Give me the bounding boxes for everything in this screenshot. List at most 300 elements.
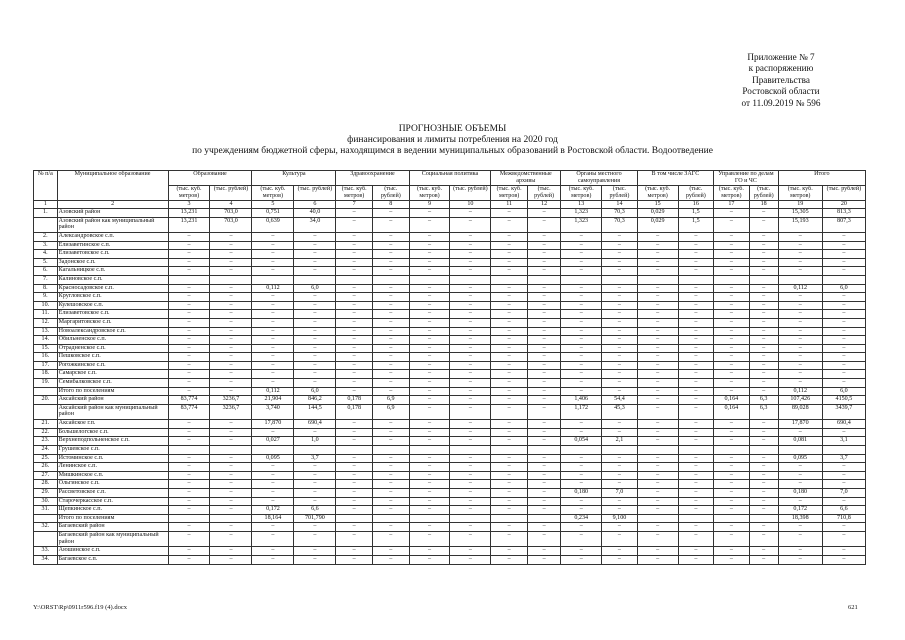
value-cell: – xyxy=(527,293,560,302)
value-cell: – xyxy=(450,454,491,463)
value-cell: – xyxy=(527,547,560,556)
value-cell: – xyxy=(822,531,865,546)
value-cell: – xyxy=(602,463,638,472)
value-cell: – xyxy=(602,506,638,515)
value-cell: – xyxy=(749,547,778,556)
row-number: 1. xyxy=(34,209,58,218)
value-cell: – xyxy=(210,471,252,480)
value-cell: – xyxy=(778,361,822,370)
value-cell: – xyxy=(678,547,714,556)
value-cell: – xyxy=(372,250,409,259)
value-cell xyxy=(749,446,778,455)
value-cell: – xyxy=(372,318,409,327)
value-cell: – xyxy=(749,344,778,353)
value-cell: – xyxy=(749,232,778,241)
unit-volume-header: (тыс. куб. метров) xyxy=(714,186,750,201)
value-cell: – xyxy=(252,327,294,336)
table-row xyxy=(34,353,866,362)
value-cell: – xyxy=(168,420,210,429)
value-cell: – xyxy=(491,217,528,232)
municipality-name: Ленинское с.п. xyxy=(57,463,168,472)
value-cell xyxy=(714,446,750,455)
value-cell: – xyxy=(372,310,409,319)
value-cell: – xyxy=(491,301,528,310)
value-cell: – xyxy=(637,404,678,419)
row-number: 6. xyxy=(34,267,58,276)
value-cell: – xyxy=(252,480,294,489)
value-cell: – xyxy=(372,547,409,556)
value-cell: – xyxy=(336,555,373,564)
value-cell: – xyxy=(561,258,602,267)
value-cell: – xyxy=(372,267,409,276)
value-cell: – xyxy=(409,250,450,259)
value-cell: – xyxy=(749,301,778,310)
value-cell: – xyxy=(372,353,409,362)
appendix-block xyxy=(700,52,862,109)
value-cell: – xyxy=(602,267,638,276)
value-cell: – xyxy=(210,310,252,319)
value-cell: – xyxy=(637,361,678,370)
municipality-name: Аксайское г.п. xyxy=(57,420,168,429)
value-cell: – xyxy=(678,232,714,241)
value-cell: – xyxy=(294,232,336,241)
value-cell: – xyxy=(637,310,678,319)
value-cell: – xyxy=(822,293,865,302)
value-cell xyxy=(822,446,865,455)
value-cell: – xyxy=(527,327,560,336)
value-cell: – xyxy=(678,258,714,267)
value-cell xyxy=(527,514,560,523)
table-row xyxy=(34,404,866,419)
value-cell: – xyxy=(561,250,602,259)
value-cell: – xyxy=(778,463,822,472)
group-header: Органы местного самоуправления xyxy=(561,171,637,186)
value-cell: – xyxy=(637,437,678,446)
column-index: 13 xyxy=(561,201,602,209)
value-cell: – xyxy=(678,420,714,429)
unit-rubles-header: (тыс. рублей) xyxy=(527,186,560,201)
table-row xyxy=(34,284,866,293)
value-cell: 0,178 xyxy=(336,404,373,419)
value-cell: – xyxy=(527,310,560,319)
value-cell: 7,0 xyxy=(602,489,638,498)
value-cell: 6,0 xyxy=(822,284,865,293)
value-cell: – xyxy=(491,209,528,218)
value-cell: – xyxy=(637,301,678,310)
value-cell: – xyxy=(210,267,252,276)
value-cell: – xyxy=(409,379,450,388)
value-cell: – xyxy=(450,301,491,310)
value-cell: – xyxy=(637,463,678,472)
value-cell: – xyxy=(450,336,491,345)
value-cell xyxy=(336,275,373,284)
value-cell: – xyxy=(822,555,865,564)
value-cell: – xyxy=(778,258,822,267)
municipality-name: Аксайский район как муниципальный район xyxy=(57,404,168,419)
value-cell: – xyxy=(637,353,678,362)
value-cell: – xyxy=(749,250,778,259)
value-cell: – xyxy=(450,353,491,362)
value-cell: – xyxy=(210,428,252,437)
table-row xyxy=(34,336,866,345)
value-cell: – xyxy=(491,471,528,480)
value-cell: – xyxy=(210,379,252,388)
value-cell: – xyxy=(749,531,778,546)
value-cell xyxy=(749,514,778,523)
value-cell: – xyxy=(637,344,678,353)
unit-rubles-header: (тыс. рублей) xyxy=(822,186,865,201)
value-cell: – xyxy=(778,344,822,353)
value-cell xyxy=(450,275,491,284)
value-cell: – xyxy=(409,310,450,319)
value-cell: – xyxy=(372,327,409,336)
value-cell: – xyxy=(527,370,560,379)
value-cell: – xyxy=(210,547,252,556)
value-cell: – xyxy=(602,318,638,327)
value-cell: – xyxy=(409,361,450,370)
municipality-name: Истоминское с.п. xyxy=(57,454,168,463)
column-index: 16 xyxy=(678,201,714,209)
table-row xyxy=(34,514,866,523)
unit-volume-header: (тыс. куб. метров) xyxy=(637,186,678,201)
value-cell: – xyxy=(778,327,822,336)
value-cell: – xyxy=(450,437,491,446)
value-cell: – xyxy=(336,327,373,336)
value-cell: – xyxy=(168,241,210,250)
value-cell: – xyxy=(450,310,491,319)
value-cell: – xyxy=(372,420,409,429)
value-cell: – xyxy=(336,370,373,379)
value-cell: – xyxy=(450,327,491,336)
value-cell: – xyxy=(294,250,336,259)
value-cell: – xyxy=(778,241,822,250)
value-cell: – xyxy=(561,506,602,515)
value-cell: – xyxy=(749,370,778,379)
value-cell: – xyxy=(714,232,750,241)
value-cell: 846,2 xyxy=(294,396,336,405)
value-cell: – xyxy=(168,531,210,546)
value-cell: – xyxy=(714,497,750,506)
value-cell: – xyxy=(602,361,638,370)
municipality-name: Новоалександровское с.п. xyxy=(57,327,168,336)
value-cell: 1,323 xyxy=(561,217,602,232)
table-row xyxy=(34,241,866,250)
value-cell: 3,7 xyxy=(294,454,336,463)
value-cell: – xyxy=(450,241,491,250)
column-index: 4 xyxy=(210,201,252,209)
value-cell: – xyxy=(409,531,450,546)
value-cell: – xyxy=(336,209,373,218)
value-cell: – xyxy=(778,250,822,259)
value-cell xyxy=(294,446,336,455)
value-cell: – xyxy=(372,301,409,310)
value-cell: – xyxy=(637,250,678,259)
value-cell: – xyxy=(714,217,750,232)
value-cell: – xyxy=(491,344,528,353)
value-cell: – xyxy=(372,463,409,472)
value-cell xyxy=(336,446,373,455)
value-cell: 690,4 xyxy=(294,420,336,429)
value-cell: – xyxy=(252,250,294,259)
value-cell xyxy=(678,446,714,455)
row-number xyxy=(34,217,58,232)
column-index: 2 xyxy=(57,201,168,209)
value-cell: – xyxy=(778,523,822,532)
table-row xyxy=(34,471,866,480)
value-cell: 813,3 xyxy=(822,209,865,218)
value-cell: – xyxy=(602,428,638,437)
column-index: 8 xyxy=(372,201,409,209)
value-cell: 703,0 xyxy=(210,209,252,218)
value-cell: – xyxy=(749,387,778,396)
value-cell: – xyxy=(450,404,491,419)
value-cell: – xyxy=(168,361,210,370)
value-cell: – xyxy=(168,506,210,515)
value-cell: – xyxy=(678,471,714,480)
value-cell: – xyxy=(409,471,450,480)
value-cell: – xyxy=(372,232,409,241)
value-cell: – xyxy=(714,506,750,515)
value-cell: – xyxy=(778,301,822,310)
value-cell: 1,5 xyxy=(678,217,714,232)
unit-rubles-header: (тыс. рублей) xyxy=(294,186,336,201)
value-cell: – xyxy=(637,506,678,515)
row-number: 19. xyxy=(34,379,58,388)
value-cell: – xyxy=(749,336,778,345)
value-cell: – xyxy=(778,471,822,480)
value-cell: – xyxy=(491,284,528,293)
value-cell xyxy=(372,446,409,455)
value-cell: – xyxy=(714,344,750,353)
value-cell: – xyxy=(252,379,294,388)
table-row xyxy=(34,523,866,532)
value-cell: – xyxy=(372,523,409,532)
municipality-name: Багаевский район как муниципальный район xyxy=(57,531,168,546)
value-cell: – xyxy=(450,344,491,353)
value-cell: – xyxy=(450,396,491,405)
value-cell: – xyxy=(294,353,336,362)
value-cell xyxy=(637,514,678,523)
municipality-name: Калиновское с.п. xyxy=(57,275,168,284)
value-cell: – xyxy=(637,531,678,546)
value-cell xyxy=(637,446,678,455)
value-cell: – xyxy=(637,454,678,463)
value-cell: – xyxy=(637,489,678,498)
value-cell: – xyxy=(168,327,210,336)
value-cell: – xyxy=(210,353,252,362)
municipality-name: Обильненское с.п. xyxy=(57,336,168,345)
value-cell: – xyxy=(778,480,822,489)
value-cell: – xyxy=(336,463,373,472)
value-cell: – xyxy=(561,480,602,489)
value-cell: – xyxy=(602,555,638,564)
value-cell: – xyxy=(372,497,409,506)
value-cell: – xyxy=(210,531,252,546)
value-cell: 2,1 xyxy=(602,437,638,446)
value-cell: – xyxy=(294,258,336,267)
value-cell: – xyxy=(491,547,528,556)
value-cell: – xyxy=(561,301,602,310)
value-cell xyxy=(491,275,528,284)
value-cell: 701,790 xyxy=(294,514,336,523)
value-cell: – xyxy=(168,437,210,446)
value-cell: – xyxy=(372,555,409,564)
value-cell: – xyxy=(372,489,409,498)
value-cell: – xyxy=(336,437,373,446)
value-cell: – xyxy=(527,267,560,276)
value-cell: – xyxy=(637,480,678,489)
row-number: 31. xyxy=(34,506,58,515)
row-number: 11. xyxy=(34,310,58,319)
value-cell: – xyxy=(749,310,778,319)
value-cell xyxy=(252,446,294,455)
value-cell: 54,4 xyxy=(602,396,638,405)
value-cell: – xyxy=(450,284,491,293)
value-cell: – xyxy=(336,241,373,250)
value-cell: – xyxy=(336,353,373,362)
value-cell xyxy=(561,275,602,284)
value-cell: – xyxy=(749,361,778,370)
unit-rubles-header: (тыс. рублей) xyxy=(678,186,714,201)
unit-rubles-header: (тыс. рублей) xyxy=(450,186,491,201)
value-cell: – xyxy=(561,379,602,388)
value-cell: – xyxy=(678,506,714,515)
value-cell: – xyxy=(252,318,294,327)
value-cell: 3236,7 xyxy=(210,404,252,419)
value-cell: – xyxy=(714,241,750,250)
value-cell: – xyxy=(749,454,778,463)
group-header: Межведомственные архивы xyxy=(491,171,561,186)
value-cell: 0,234 xyxy=(561,514,602,523)
value-cell: – xyxy=(527,471,560,480)
value-cell: – xyxy=(252,370,294,379)
value-cell: – xyxy=(678,301,714,310)
value-cell: – xyxy=(678,489,714,498)
column-index: 20 xyxy=(822,201,865,209)
value-cell xyxy=(168,514,210,523)
row-number: 24. xyxy=(34,446,58,455)
value-cell: – xyxy=(168,428,210,437)
value-cell: – xyxy=(210,420,252,429)
row-number: 22. xyxy=(34,428,58,437)
table-row xyxy=(34,379,866,388)
value-cell: – xyxy=(637,327,678,336)
value-cell: – xyxy=(561,310,602,319)
column-index: 3 xyxy=(168,201,210,209)
value-cell: – xyxy=(210,497,252,506)
value-cell: – xyxy=(778,353,822,362)
municipality-name: Кагальницкое с.п. xyxy=(57,267,168,276)
value-cell: – xyxy=(450,379,491,388)
value-cell: – xyxy=(749,293,778,302)
value-cell: – xyxy=(527,361,560,370)
value-cell xyxy=(602,275,638,284)
value-cell: – xyxy=(210,454,252,463)
value-cell: – xyxy=(561,420,602,429)
value-cell: – xyxy=(602,232,638,241)
municipality-name: Самарское с.п. xyxy=(57,370,168,379)
unit-volume-header: (тыс. куб. метров) xyxy=(561,186,602,201)
value-cell: – xyxy=(168,353,210,362)
value-cell: – xyxy=(491,531,528,546)
value-cell: – xyxy=(210,258,252,267)
value-cell: – xyxy=(168,370,210,379)
value-cell: – xyxy=(409,547,450,556)
value-cell: – xyxy=(336,293,373,302)
column-index: 15 xyxy=(637,201,678,209)
column-index: 11 xyxy=(491,201,528,209)
value-cell: – xyxy=(294,310,336,319)
value-cell: – xyxy=(678,353,714,362)
value-cell: – xyxy=(372,344,409,353)
value-cell: – xyxy=(409,437,450,446)
value-cell: – xyxy=(749,497,778,506)
value-cell: – xyxy=(491,555,528,564)
value-cell: 144,5 xyxy=(294,404,336,419)
value-cell: – xyxy=(749,327,778,336)
value-cell: – xyxy=(527,531,560,546)
value-cell: – xyxy=(294,327,336,336)
value-cell: – xyxy=(678,463,714,472)
municipality-name: Красносадовское с.п. xyxy=(57,284,168,293)
value-cell: – xyxy=(336,267,373,276)
municipality-name: Кулешовское с.п. xyxy=(57,301,168,310)
value-cell: – xyxy=(450,232,491,241)
value-cell: – xyxy=(409,497,450,506)
value-cell: 3,1 xyxy=(822,437,865,446)
row-number: 25. xyxy=(34,454,58,463)
value-cell: – xyxy=(252,258,294,267)
row-number: 26. xyxy=(34,463,58,472)
value-cell: – xyxy=(168,250,210,259)
value-cell: – xyxy=(602,370,638,379)
value-cell: – xyxy=(409,318,450,327)
value-cell: – xyxy=(822,480,865,489)
value-cell: – xyxy=(210,523,252,532)
value-cell xyxy=(527,275,560,284)
row-number: 32. xyxy=(34,523,58,532)
value-cell: – xyxy=(450,531,491,546)
value-cell: – xyxy=(527,344,560,353)
table-row xyxy=(34,446,866,455)
value-cell: 690,4 xyxy=(822,420,865,429)
value-cell: – xyxy=(210,480,252,489)
value-cell: – xyxy=(450,523,491,532)
value-cell: – xyxy=(637,547,678,556)
value-cell: – xyxy=(714,209,750,218)
group-header: Образование xyxy=(168,171,252,186)
value-cell: – xyxy=(602,250,638,259)
table-row xyxy=(34,454,866,463)
municipality-name: Большелогское с.п. xyxy=(57,428,168,437)
municipality-name: Багаевское с.п. xyxy=(57,555,168,564)
value-cell: 0,178 xyxy=(336,396,373,405)
title-line-1: ПРОГНОЗНЫЕ ОБЪЕМЫ xyxy=(398,124,507,134)
value-cell: – xyxy=(252,471,294,480)
value-cell: – xyxy=(210,361,252,370)
value-cell: 6,3 xyxy=(749,396,778,405)
value-cell: 6,0 xyxy=(294,284,336,293)
municipality-name: Елизаветинское с.п. xyxy=(57,241,168,250)
value-cell xyxy=(372,514,409,523)
value-cell: – xyxy=(491,428,528,437)
value-cell: – xyxy=(168,336,210,345)
value-cell: 6,0 xyxy=(822,387,865,396)
row-number xyxy=(34,387,58,396)
municipality-name: Задонское с.п. xyxy=(57,258,168,267)
value-cell xyxy=(252,275,294,284)
municipality-name: Рассветовское с.п. xyxy=(57,489,168,498)
